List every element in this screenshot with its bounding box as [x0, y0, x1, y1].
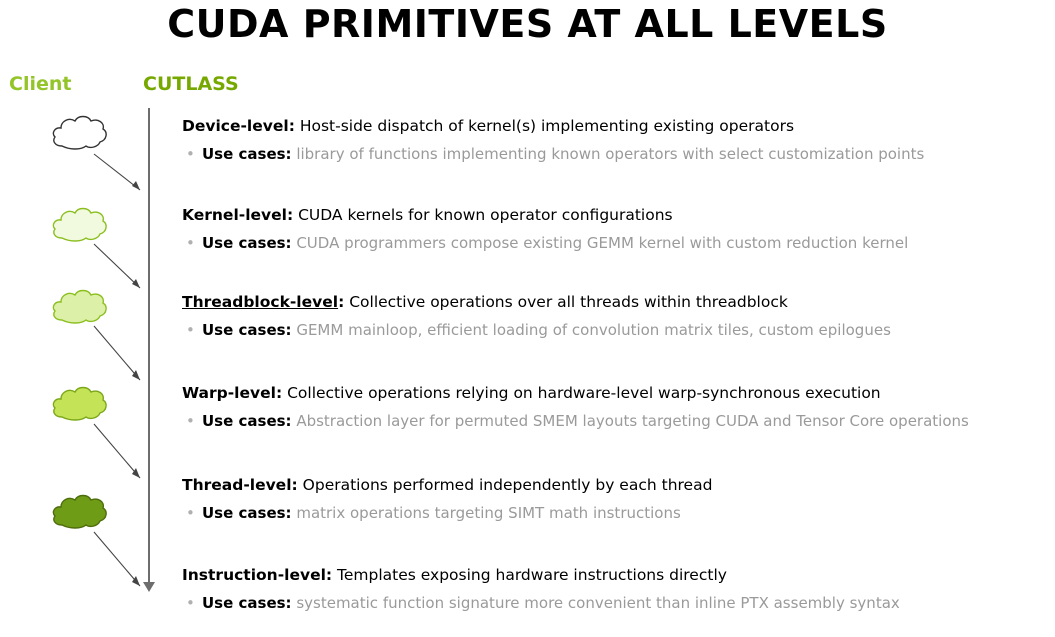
- column-header-cutlass: CUTLASS: [143, 73, 239, 95]
- connector-arrow-5: [90, 528, 170, 568]
- level-block-warp: [182, 383, 1042, 431]
- use-cases-label-warp: Use cases:: [202, 412, 292, 430]
- level-description-thread: Operations performed independently by each thread: [302, 476, 713, 494]
- use-cases-label-instruction: Use cases:: [202, 594, 292, 612]
- connector-arrow-3: [90, 322, 170, 362]
- use-cases-text-warp: Abstraction layer for permuted SMEM layouts targeting CUDA and Tensor Core operations: [296, 412, 969, 430]
- level-name-threadblock: Threadblock-level: [182, 293, 339, 311]
- level-description-threadblock: Collective operations over all threads within threadblock: [349, 293, 788, 311]
- cloud-icon-device-level: [50, 114, 108, 154]
- level-heading-kernel: Kernel-level: CUDA kernels for known operator configurations: [182, 206, 673, 224]
- level-name-warp: Warp-level: [182, 384, 276, 402]
- connector-arrow-2: [90, 240, 170, 280]
- connector-arrow-4: [90, 420, 170, 460]
- connector-arrow-1: [90, 150, 170, 190]
- level-block-device: [182, 116, 1042, 164]
- use-cases-text-device: library of functions implementing known operators with select customization points: [296, 145, 925, 163]
- use-cases-text-thread: matrix operations targeting SIMT math instructions: [296, 504, 681, 522]
- level-block-kernel: [182, 205, 1042, 253]
- level-description-instruction: Templates exposing hardware instructions directly: [337, 566, 727, 584]
- use-cases-warp: [186, 411, 1042, 431]
- bullet-icon-instruction: •: [186, 594, 195, 612]
- level-name-instruction: Instruction-level: [182, 566, 326, 584]
- bullet-icon-threadblock: •: [186, 321, 195, 339]
- use-cases-threadblock: [186, 320, 1042, 340]
- bullet-icon-device: •: [186, 145, 195, 163]
- level-description-kernel: CUDA kernels for known operator configurations: [298, 206, 673, 224]
- column-header-client: Client: [9, 73, 72, 95]
- level-block-instruction: [182, 565, 1042, 613]
- cloud-icon-thread-level: [50, 493, 108, 533]
- use-cases-thread: [186, 503, 1042, 523]
- level-name-kernel: Kernel-level: [182, 206, 287, 224]
- level-name-device: Device-level: [182, 117, 289, 135]
- use-cases-label-thread: Use cases:: [202, 504, 292, 522]
- use-cases-label-kernel: Use cases:: [202, 234, 292, 252]
- level-heading-warp: Warp-level: Collective operations relying on hardware-level warp-synchronous execution: [182, 384, 881, 402]
- level-heading-thread: Thread-level: Operations performed independently by each thread: [182, 476, 713, 494]
- level-block-thread: [182, 475, 1042, 523]
- use-cases-label-threadblock: Use cases:: [202, 321, 292, 339]
- level-heading-threadblock: Threadblock-level: Collective operations over all threads within threadblock: [182, 293, 788, 311]
- use-cases-device: [186, 144, 1042, 164]
- level-description-warp: Collective operations relying on hardware-level warp-synchronous execution: [287, 384, 881, 402]
- level-block-threadblock: [182, 292, 1042, 340]
- bullet-icon-warp: •: [186, 412, 195, 430]
- use-cases-text-kernel: CUDA programmers compose existing GEMM kernel with custom reduction kernel: [296, 234, 909, 252]
- bullet-icon-kernel: •: [186, 234, 195, 252]
- use-cases-label-device: Use cases:: [202, 145, 292, 163]
- use-cases-text-threadblock: GEMM mainloop, efficient loading of convolution matrix tiles, custom epilogues: [296, 321, 891, 339]
- level-heading-device: Device-level: Host-side dispatch of kernel(s) implementing existing operators: [182, 117, 795, 135]
- use-cases-instruction: [186, 593, 1042, 613]
- level-heading-instruction: Instruction-level: Templates exposing hardware instructions directly: [182, 566, 727, 584]
- level-name-thread: Thread-level: [182, 476, 292, 494]
- use-cases-kernel: [186, 233, 1042, 253]
- level-description-device: Host-side dispatch of kernel(s) implementing existing operators: [299, 117, 795, 135]
- bullet-icon-thread: •: [186, 504, 195, 522]
- use-cases-text-instruction: systematic function signature more convenient than inline PTX assembly syntax: [296, 594, 900, 612]
- page-title: CUDA PRIMITIVES AT ALL LEVELS: [167, 2, 888, 46]
